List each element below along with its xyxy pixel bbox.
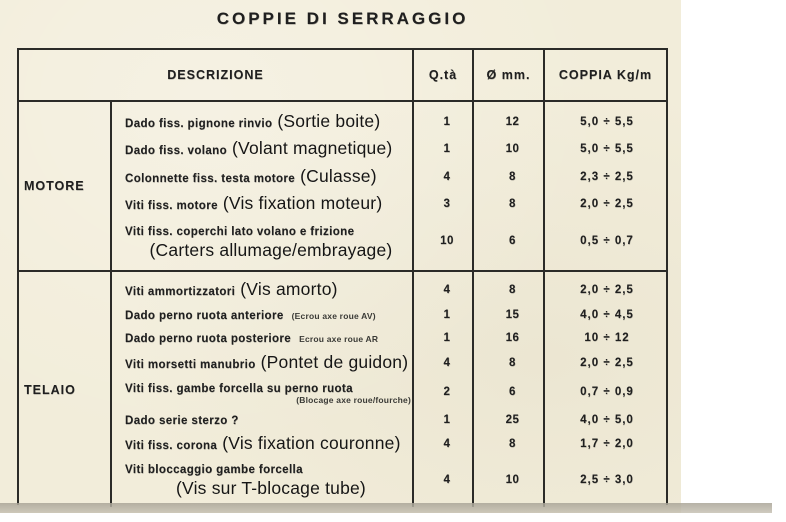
cell-torque: 2,3 ÷ 2,5 [580, 170, 634, 183]
cell-description [112, 378, 417, 406]
cell-torque: 4,0 ÷ 4,5 [580, 308, 634, 321]
table-row [112, 193, 666, 215]
cell-description [112, 193, 417, 215]
cell-torque: 2,0 ÷ 2,5 [580, 198, 634, 211]
cell-description [112, 410, 417, 430]
description-italian: Dado serie sterzo ? [125, 414, 239, 427]
cell-quantity: 2 [443, 385, 451, 398]
cell-diameter: 15 [505, 308, 520, 321]
table-row [112, 433, 666, 455]
description-italian: Viti bloccaggio gambe forcella [125, 464, 303, 477]
cell-torque: 10 ÷ 12 [584, 332, 630, 345]
description-french-annotation: Ecrou axe roue AR [299, 334, 379, 345]
column-divider [543, 272, 545, 507]
description-italian-line [125, 166, 377, 188]
cell-quantity: 1 [443, 143, 451, 156]
cell-diameter: 8 [509, 198, 516, 211]
description-italian-line [125, 279, 338, 301]
description-french-annotation: (Pontet de guidon) [260, 352, 409, 373]
column-divider [472, 102, 474, 270]
cell-quantity: 3 [443, 198, 451, 211]
description-italian-line [125, 138, 392, 160]
section-telaio [19, 270, 666, 507]
table-row [112, 459, 666, 500]
table-row [112, 328, 666, 348]
category-label: TELAIO [19, 272, 112, 507]
description-french-annotation: (Vis fixation couronne) [222, 433, 401, 454]
description-italian-line [125, 193, 382, 215]
description-italian-line [125, 433, 401, 455]
description-italian-line [125, 221, 354, 241]
description-italian: Viti morsetti manubrio [125, 359, 256, 372]
cell-torque: 5,0 ÷ 5,5 [580, 143, 634, 156]
description-french-annotation: (Blocage axe roue/fourche) [296, 395, 411, 406]
description-italian-line [125, 410, 239, 430]
cell-description [112, 166, 417, 188]
table-row [112, 378, 666, 406]
section-motore [19, 102, 666, 270]
description-italian-line [125, 459, 303, 479]
cell-torque: 2,0 ÷ 2,5 [580, 283, 634, 296]
cell-diameter: 16 [505, 332, 520, 345]
description-italian: Dado perno ruota anteriore [125, 309, 284, 322]
cell-quantity: 1 [443, 413, 451, 426]
section-rows [112, 272, 666, 507]
description-french-annotation: (Culasse) [300, 165, 377, 186]
table-row [112, 138, 666, 160]
column-divider [412, 102, 414, 270]
cell-description [112, 305, 417, 325]
description-french-annotation: (Carters allumage/embrayage) [149, 239, 393, 260]
table-row [112, 111, 666, 133]
cell-torque: 4,0 ÷ 5,0 [580, 413, 634, 426]
description-italian-line [125, 328, 378, 348]
table-row [112, 279, 666, 301]
cell-torque: 0,5 ÷ 0,7 [580, 235, 634, 248]
cell-quantity: 10 [440, 235, 454, 248]
table-row [112, 166, 666, 188]
torque-table [17, 48, 668, 505]
cell-description [112, 279, 417, 301]
description-italian-line [125, 305, 376, 325]
cell-description [112, 111, 417, 133]
table-row [112, 221, 666, 262]
description-french-annotation: (Volant magnetique) [232, 138, 393, 159]
description-italian: Viti fiss. gambe forcella su perno ruota [125, 383, 353, 396]
scan-edge-shadow [0, 503, 772, 513]
description-italian: Viti fiss. coperchi lato volano e frizione [125, 225, 355, 238]
column-divider [543, 102, 545, 270]
cell-description [112, 221, 417, 262]
description-italian: Dado perno ruota posteriore [125, 333, 292, 346]
description-french-annotation: (Vis fixation moteur) [222, 193, 383, 214]
table-row [112, 305, 666, 325]
cell-description [112, 352, 417, 374]
cell-torque: 0,7 ÷ 0,9 [580, 385, 634, 398]
cell-diameter: 8 [509, 283, 516, 296]
page-title: COPPIE DI SERRAGGIO [216, 9, 469, 28]
category-label: MOTORE [19, 102, 112, 270]
description-french-annotation: (Vis sur T-blocage tube) [176, 478, 366, 499]
header-coppia: COPPIA Kg/m [543, 50, 666, 100]
cell-quantity: 4 [443, 283, 451, 296]
cell-diameter: 10 [505, 473, 520, 486]
section-rows [112, 102, 666, 270]
cell-diameter: 25 [505, 413, 520, 426]
description-french-annotation: (Ecrou axe roue AV) [291, 310, 376, 321]
cell-diameter: 8 [509, 438, 516, 451]
cell-description [112, 433, 417, 455]
header-qta: Q.tà [412, 50, 472, 100]
description-italian: Colonnette fiss. testa motore [125, 172, 296, 185]
table-row [112, 410, 666, 430]
table-header-row [19, 50, 666, 102]
cell-torque: 5,0 ÷ 5,5 [580, 115, 634, 128]
cell-diameter: 10 [505, 143, 520, 156]
description-french-annotation: (Vis amorto) [240, 278, 338, 299]
cell-quantity: 1 [443, 308, 451, 321]
cell-diameter: 12 [505, 115, 520, 128]
cell-diameter: 6 [509, 235, 516, 248]
cell-quantity: 1 [443, 115, 451, 128]
cell-diameter: 8 [509, 357, 516, 370]
table-row [112, 352, 666, 374]
cell-quantity: 4 [443, 170, 451, 183]
header-descrizione: DESCRIZIONE [167, 68, 264, 82]
description-italian: Dado fiss. volano [125, 145, 228, 158]
description-italian-line [125, 352, 408, 374]
cell-diameter: 8 [509, 170, 516, 183]
description-italian: Viti ammortizzatori [125, 285, 236, 298]
cell-torque: 2,5 ÷ 3,0 [580, 473, 634, 486]
header-diametro: Ø mm. [472, 50, 543, 100]
description-italian-line [125, 111, 380, 133]
cell-description [112, 138, 417, 160]
cell-quantity: 4 [443, 438, 451, 451]
description-italian: Dado fiss. pignone rinvio [125, 117, 273, 130]
table-body [19, 102, 666, 507]
column-divider [472, 272, 474, 507]
cell-quantity: 4 [443, 473, 451, 486]
column-divider [412, 272, 414, 507]
description-italian: Viti fiss. corona [125, 440, 218, 453]
cell-description [112, 459, 417, 500]
cell-quantity: 1 [443, 332, 451, 345]
description-french-annotation: (Sortie boite) [277, 110, 381, 131]
cell-description [112, 328, 417, 348]
cell-diameter: 6 [509, 385, 516, 398]
cell-torque: 2,0 ÷ 2,5 [580, 357, 634, 370]
description-italian: Viti fiss. motore [125, 200, 218, 213]
cell-torque: 1,7 ÷ 2,0 [580, 438, 634, 451]
cell-quantity: 4 [443, 357, 451, 370]
